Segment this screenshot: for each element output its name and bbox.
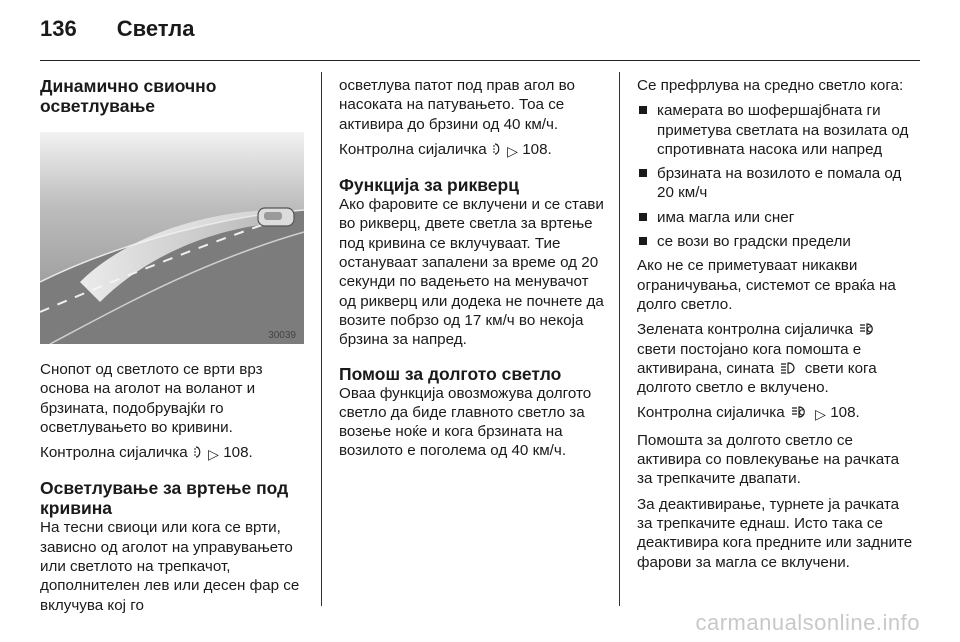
column-divider-2 xyxy=(619,72,620,606)
list-item: се вози во градски предели xyxy=(637,232,913,251)
column-divider-1 xyxy=(321,72,322,606)
heading-high-beam-assist: Помош за долгото светло xyxy=(339,363,562,384)
column-1 xyxy=(40,76,304,621)
bullet-icon xyxy=(639,237,647,245)
bend-lamp-icon xyxy=(492,142,502,156)
indicator-text: Контролна сијаличка xyxy=(339,140,487,158)
paragraph-indicator-1 xyxy=(40,443,304,464)
heading-reverse-function: Функција за рикверц xyxy=(339,175,519,196)
paragraph-cornering: На тесни свиоци или кога се врти, зависно од аголот на управувањето или светлото на трепкачот, дополнителен лев или десен фар се вклучува кој го xyxy=(40,519,300,614)
column-2 xyxy=(339,76,607,467)
arrow-ref-icon: ▷ xyxy=(208,446,219,463)
list-item: брзината на возилото е помала од 20 км/ч xyxy=(637,164,913,203)
arrow-ref-icon: ▷ xyxy=(507,142,518,159)
bullet-icon xyxy=(639,169,647,177)
bullet-icon xyxy=(639,213,647,221)
paragraph-indicator-3 xyxy=(637,403,913,424)
list-item: камерата во шофершајбната ги приметува светлата на возилата од спротивната насока или напред xyxy=(637,101,913,159)
paragraph-reverse: Ако фаровите се вклучени и се стави во рикверц, двете светла за вртење под кривина се вклучуваат. Тие остануваат запалени за време од 20 секунди по вадењето на менувачот од рикверц или додека не почнете да возите побрзо од 17 км/ч во некоја брзина за напред. xyxy=(339,196,604,349)
bend-lamp-icon xyxy=(193,445,203,459)
header-rule xyxy=(40,60,920,61)
bullet-icon xyxy=(639,106,647,114)
section-title: Светла xyxy=(116,16,195,41)
page-reference: 108. xyxy=(522,140,552,158)
paragraph-return-high: Ако не се приметуваат никакви ограничувања, системот се враќа на долго светло. xyxy=(637,257,896,313)
list-item: има магла или снег xyxy=(637,208,913,227)
paragraph-activate: Помошта за долгото светло се активира со повлекување на рачката за трепкачите двапати. xyxy=(637,431,900,488)
arrow-ref-icon: ▷ xyxy=(815,406,826,423)
road-curve-image xyxy=(40,132,304,344)
figure-number: 30039 xyxy=(268,330,296,341)
paragraph-switch-low: Се префрлува на средно светло кога: xyxy=(637,77,904,94)
heading-dynamic-lighting: Динамично свиочно осветлување xyxy=(40,76,217,116)
high-beam-icon xyxy=(780,362,798,374)
high-beam-assist-icon xyxy=(791,406,809,418)
paragraph-deactivate: За деактивирање, турнете ја рачката за трепкачите еднаш. Исто така се деактивира кога предните или задните фарови за магла се вклучени. xyxy=(637,495,913,571)
indicator-text: Контролна сијаличка xyxy=(40,444,188,462)
watermark: carmanualsonline.info xyxy=(695,610,920,635)
indicator-text: Контролна сијаличка xyxy=(637,404,785,422)
paragraph-indicator-colors: Зелената контролна сијаличка свети постојано кога помошта е активирана, сината свети кога долгото светло е вклучено. xyxy=(637,321,877,397)
page-reference: 108. xyxy=(223,444,253,462)
page-header xyxy=(40,16,194,50)
paragraph-dynamic: Снопот од светлото се врти врз основа на аголот на воланот и брзината, подобрувајќи го осветлувањето во кривини. xyxy=(40,361,263,436)
column-3 xyxy=(637,76,913,578)
paragraph-cornering-cont: осветлува патот под прав агол во насоката на патувањето. Тоа се активира до брзини од 40 км/ч. xyxy=(339,77,575,133)
condition-list xyxy=(637,101,913,251)
heading-cornering-light: Осветлување за вртење под кривина xyxy=(40,478,289,519)
paragraph-high-beam: Оваа функција овозможува долгото светло да биде главното светло за возење ноќе и кога брзината на возилото е поголема од 40 км/ч. xyxy=(339,384,592,460)
page-reference: 108. xyxy=(830,404,860,422)
page-number: 136 xyxy=(40,16,77,41)
high-beam-assist-icon xyxy=(859,323,877,335)
paragraph-indicator-2 xyxy=(339,140,607,161)
road-illustration xyxy=(40,132,304,344)
